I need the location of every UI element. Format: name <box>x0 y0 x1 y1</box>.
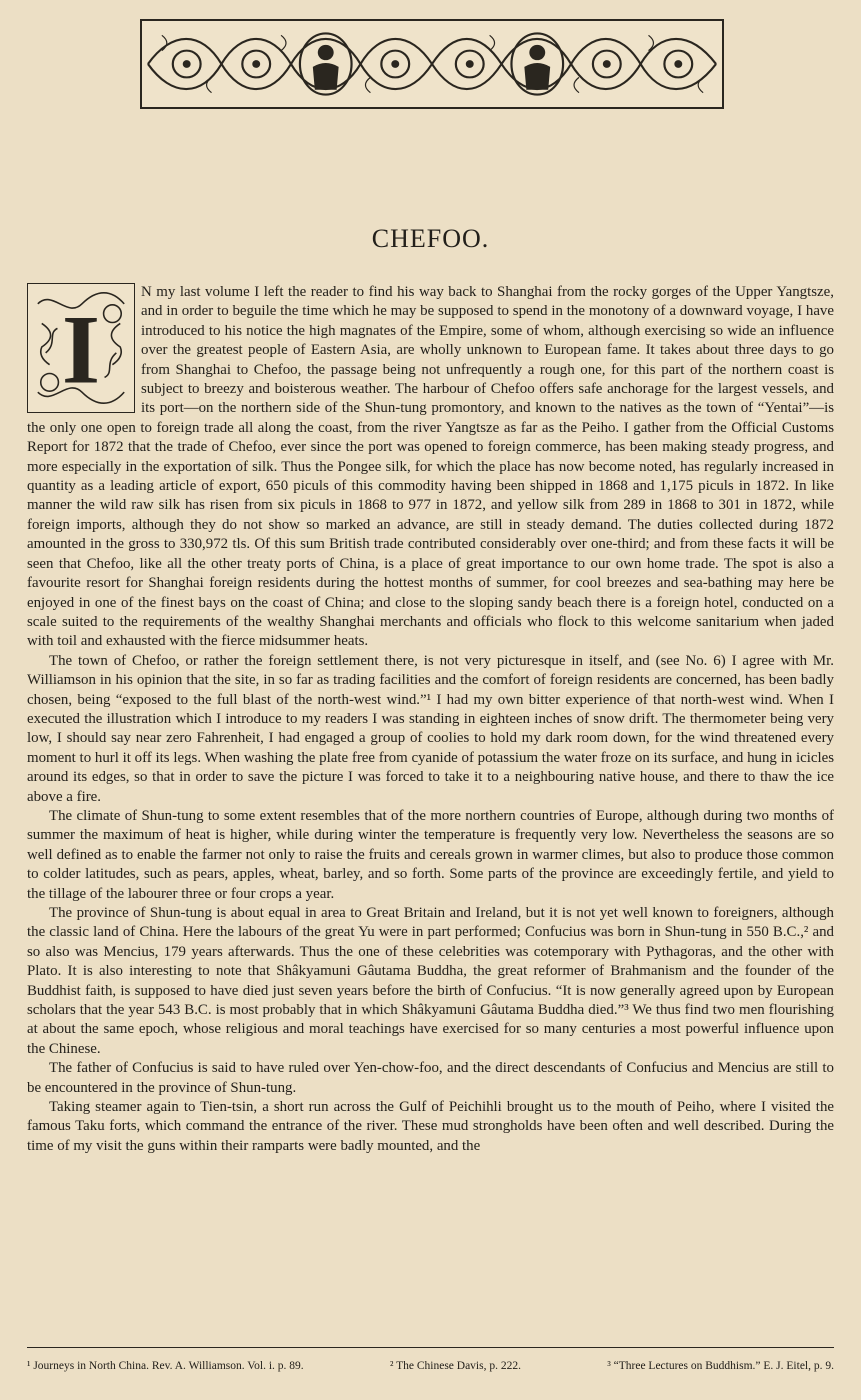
scroll-ornament-icon <box>142 21 722 107</box>
paragraph-2: The town of Chefoo, or rather the foreign settlement there, is not very picturesque in itself, and (see No. 6) I agree with Mr. Williamson in his opinion that the site, in so far as trading facilities and the comfort of foreign residents are concerned, has been badly chosen, being “exposed to the full blast of the north-west wind.”¹ I had my own bitter experience of that north-west wind. When I executed the illustration which I introduce to my readers I was standing in eighteen inches of snow drift. The thermometer being very low, I should say near zero Fahrenheit, I had engaged a group of coolies to hold my dark room down, for the wind threatened every moment to hurl it off its legs. When washing the plate free from cyanide of potassium the water froze on its surface, and hung in icicles around its edges, so that in order to save the picture I was forced to take it to a neighbouring native house, and there to thaw the ice above a fire. <box>27 652 834 805</box>
ornamental-headpiece-icon <box>140 19 724 109</box>
paragraph-6: Taking steamer again to Tien-tsin, a short run across the Gulf of Peichihli brought us to the mouth of Peiho, where I visited the famous Taku forts, which command the entrance of the river. These mud strongholds have been often and well described. During the time of my visit the guns within their ramparts were badly mounted, and the <box>27 1099 834 1154</box>
page-title: CHEFOO. <box>371 224 490 253</box>
dropcap-ornament-icon <box>28 284 134 412</box>
body-text <box>27 283 834 1156</box>
paragraph-1: N my last volume I left the reader to find his way back to Shanghai from the rocky gorges of the Upper Yangtsze, and in order to beguile the time which he may be supposed to spend in the monotony of a downward voyage, I have introduced to his notice the high magnates of the Empire, some of whom, although exercising so wide an influence over the greatest people of Eastern Asia, are wholly unknown to European fame. It takes about three days to go from Shanghai to Chefoo, the passage being not unfrequently a rough one, for this part of the northern coast is subject to breezy and boisterous weather. The harbour of Chefoo offers safe anchorage for the largest vessels, and its port—on the northern side of the Shun-tung promontory, and known to the natives as the town of “Yentai”—is the only one open to foreign trade all along the coast, from the river Yangtsze as far as the Peiho. I gather from the Official Customs Report for 1872 that the trade of Chefoo, ever since the port was opened to foreign commerce, has been making steady progress, and more especially in the exportation of silk. Thus the Pongee silk, for which the place has now become noted, has regularly increased in quantity as a leading article of export, 650 piculs of this commodity having been shipped in 1868 and 1,175 piculs in 1872. In like manner the wild raw silk has risen from six piculs in 1868 to 977 in 1872, and yellow silk from 289 in 1868 to 301 in 1872, while foreign imports, although they do not show so marked an advance, are still in steady demand. The duties collected during 1872 amounted in the gross to 330,972 tls. Of this sum British trade contributed considerably over one-third; and from these facts it will be seen that Chefoo, like all the other treaty ports of China, is a place of great importance to our own home trade. The spot is also a favourite resort for Shanghai foreign residents during the hottest months of summer, for cool breezes and sea-bathing may here be enjoyed in one of the finest bays on the coast of China; and close to the sloping sandy beach there is a foreign hotel, conducted on a scale suited to the requirements of the wealthy Shanghai merchants and officials who flock to this welcome sanitarium when jaded with toil and exhausted with the fierce midsummer heats. <box>27 284 834 650</box>
footnote-2: ² The Chinese Davis, p. 222. <box>389 1360 521 1372</box>
footnote-3: ³ “Three Lectures on Buddhism.” E. J. Eitel, p. 9. <box>607 1360 834 1372</box>
paragraph-3: The climate of Shun-tung to some extent resembles that of the more northern countries of Europe, although during two months of summer the maximum of heat is higher, while during winter the temperature is frequently very low. Nevertheless the seasons are so well defined as to enable the farmer not only to raise the fruits and cereals grown in warmer climes, but also to produce those common to colder latitudes, such as pears, apples, wheat, barley, and so forth. Some parts of the province are exceedingly fertile, and yield to the tillage of the labourer three or four crops a year. <box>27 807 834 902</box>
footnote-1: ¹ Journeys in North China. Rev. A. Williamson. Vol. i. p. 89. <box>27 1360 304 1372</box>
dropcap-letter: I <box>61 296 101 405</box>
footnote-divider <box>27 1347 834 1348</box>
footnotes <box>27 1360 834 1372</box>
ornamental-initial-letter-icon <box>27 283 135 413</box>
paragraph-4: The province of Shun-tung is about equal in area to Great Britain and Ireland, but it is not yet well known to foreigners, although the classic land of China. Here the labours of the great Yu were in part performed; Confucius was born in Shun-tung in 550 B.C.,² and so also was Mencius, 179 years afterwards. Thus the one of these celebrities was cotemporary with Pythagoras, and the other with Plato. It is also interesting to note that Shâkyamuni Gâutama Buddha, the great reformer of Brahmanism and the founder of the Buddhist faith, is supposed to have died just seven years before the birth of Confucius. “It is now generally agreed upon by European scholars that the year 543 B.C. is most probably that in which Shâkyamuni Gâutama Buddha died.”³ We thus find two men flourishing at about the same epoch, whose religious and moral teachings have exercised for so many centuries a most powerful influence upon the Chinese. <box>27 905 834 1057</box>
paragraph-5: The father of Confucius is said to have ruled over Yen-chow-foo, and the direct descendants of Confucius and Mencius are still to be encountered in the province of Shun-tung. <box>27 1060 834 1096</box>
